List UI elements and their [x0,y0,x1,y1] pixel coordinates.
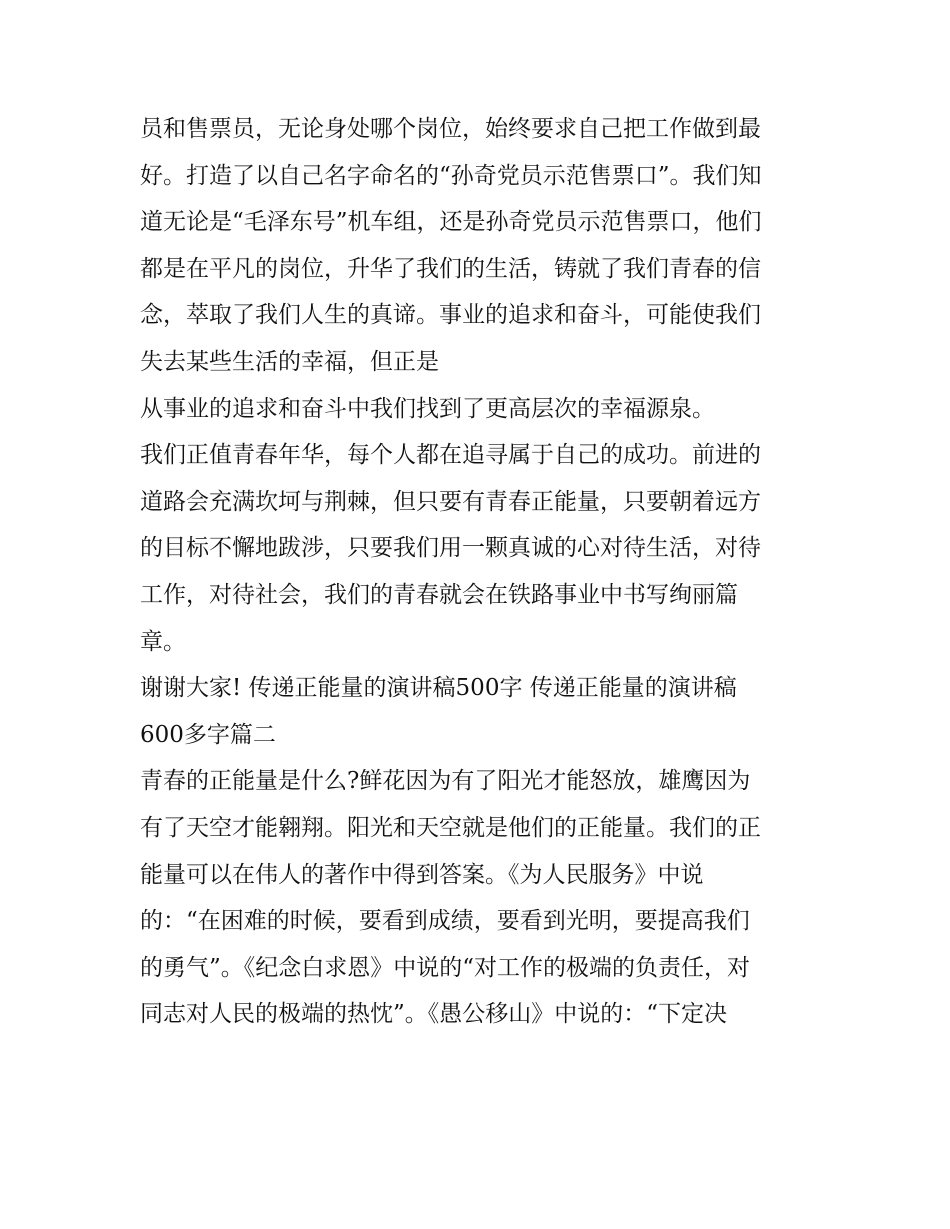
text-line: 的：“在困难的时候，要看到成绩，要看到光明，要提高我们 [140,908,750,935]
text-line: 同志对人民的极端的热忱”。《愚公移山》中说的：“下定决 [140,1001,728,1028]
text-line: 道路会充满坎坷与荆棘，但只要有青春正能量，只要朝着远方 [140,488,761,515]
text-line: 章。 [140,628,186,655]
body-text [140,106,830,1038]
text-line: 念，萃取了我们人生的真谛。事业的追求和奋斗，可能使我们 [140,302,761,329]
text-line: 我们正值青春年华，每个人都在追寻属于自己的成功。前进的 [140,442,761,469]
heading-line: 谢谢大家! 传递正能量的演讲稿500字 传递正能量的演讲稿 [140,675,737,702]
heading-line: 600多字篇二 [140,721,276,748]
text-line: 有了天空才能翱翔。阳光和天空就是他们的正能量。我们的正 [140,814,761,841]
text-line: 失去某些生活的幸福，但正是 [140,348,439,375]
text-line: 道无论是“毛泽东号”机车组，还是孙奇党员示范售票口，他们 [140,209,762,236]
text-line: 员和售票员，无论身处哪个岗位，始终要求自己把工作做到最 [140,116,761,142]
text-line: 都是在平凡的岗位，升华了我们的生活，铸就了我们青春的信 [140,255,761,282]
text-line: 好。打造了以自己名字命名的“孙奇党员示范售票口”。我们知 [140,162,762,189]
text-line: 的目标不懈地跋涉，只要我们用一颗真诚的心对待生活，对待 [140,535,761,562]
text-line: 工作，对待社会，我们的青春就会在铁路事业中书写绚丽篇 [140,581,738,608]
text-line: 的勇气”。《纪念白求恩》中说的“对工作的极端的负责任，对 [140,954,751,981]
text-line: 青春的正能量是什么?鲜花因为有了阳光才能怒放，雄鹰因为 [140,768,751,795]
text-line: 能量可以在伟人的著作中得到答案。《为人民服务》中说 [140,861,704,888]
text-line: 从事业的追求和奋斗中我们找到了更高层次的幸福源泉。 [140,395,715,422]
